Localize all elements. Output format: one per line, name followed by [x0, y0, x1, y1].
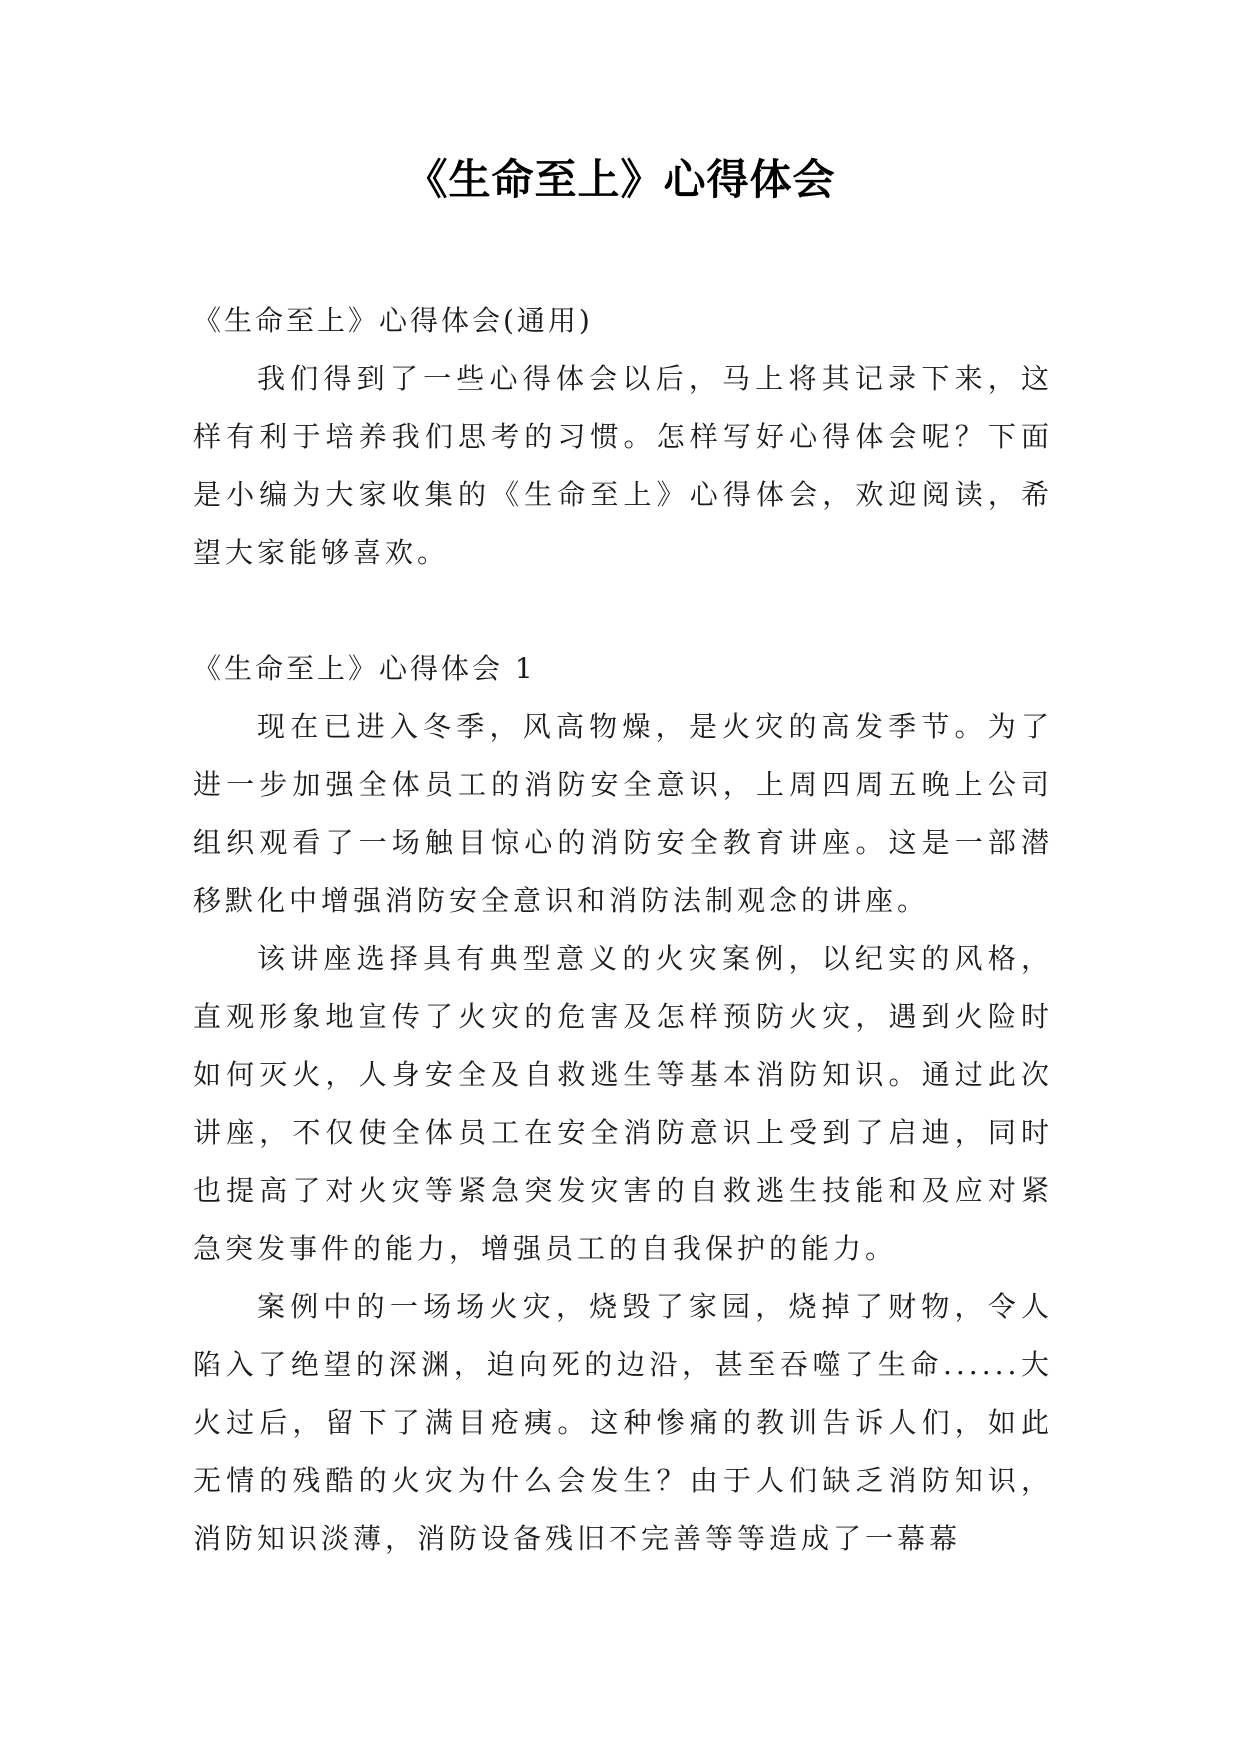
document-body [193, 292, 1053, 1568]
section1-paragraph-3: 案例中的一场场火灾，烧毁了家园，烧掉了财物，令人陷入了绝望的深渊，迫向死的边沿，甚至吞噬了生命......大火过后，留下了满目疮痍。这种惨痛的教训告诉人们，如此无情的残酷的火灾为什么会发生？由于人们缺乏消防知识，消防知识淡薄，消防设备残旧不完善等等造成了一幕幕 [193, 1290, 1053, 1555]
section1-paragraph-1: 现在已进入冬季，风高物燥，是火灾的高发季节。为了进一步加强全体员工的消防安全意识，上周四周五晚上公司组织观看了一场触目惊心的消防安全教育讲座。这是一部潜移默化中增强消防安全意识和消防法制观念的讲座。 [193, 710, 1053, 917]
section1-paragraph-2: 该讲座选择具有典型意义的火灾案例，以纪实的风格，直观形象地宣传了火灾的危害及怎样预防火灾，遇到火险时如何灭火，人身安全及自救逃生等基本消防知识。通过此次讲座，不仅使全体员工在安全消防意识上受到了启迪，同时也提高了对火灾等紧急突发灾害的自救逃生技能和及应对紧急突发事件的能力，增强员工的自我保护的能力。 [193, 942, 1053, 1265]
section-spacer [193, 582, 1053, 640]
intro-paragraph: 我们得到了一些心得体会以后，马上将其记录下来，这样有利于培养我们思考的习惯。怎样写好心得体会呢？下面是小编为大家收集的《生命至上》心得体会，欢迎阅读，希望大家能够喜欢。 [193, 362, 1053, 569]
section1-heading: 《生命至上》心得体会 1 [193, 652, 536, 685]
intro-heading: 《生命至上》心得体会(通用) [193, 304, 593, 337]
document-title: 《生命至上》心得体会 [405, 155, 836, 204]
